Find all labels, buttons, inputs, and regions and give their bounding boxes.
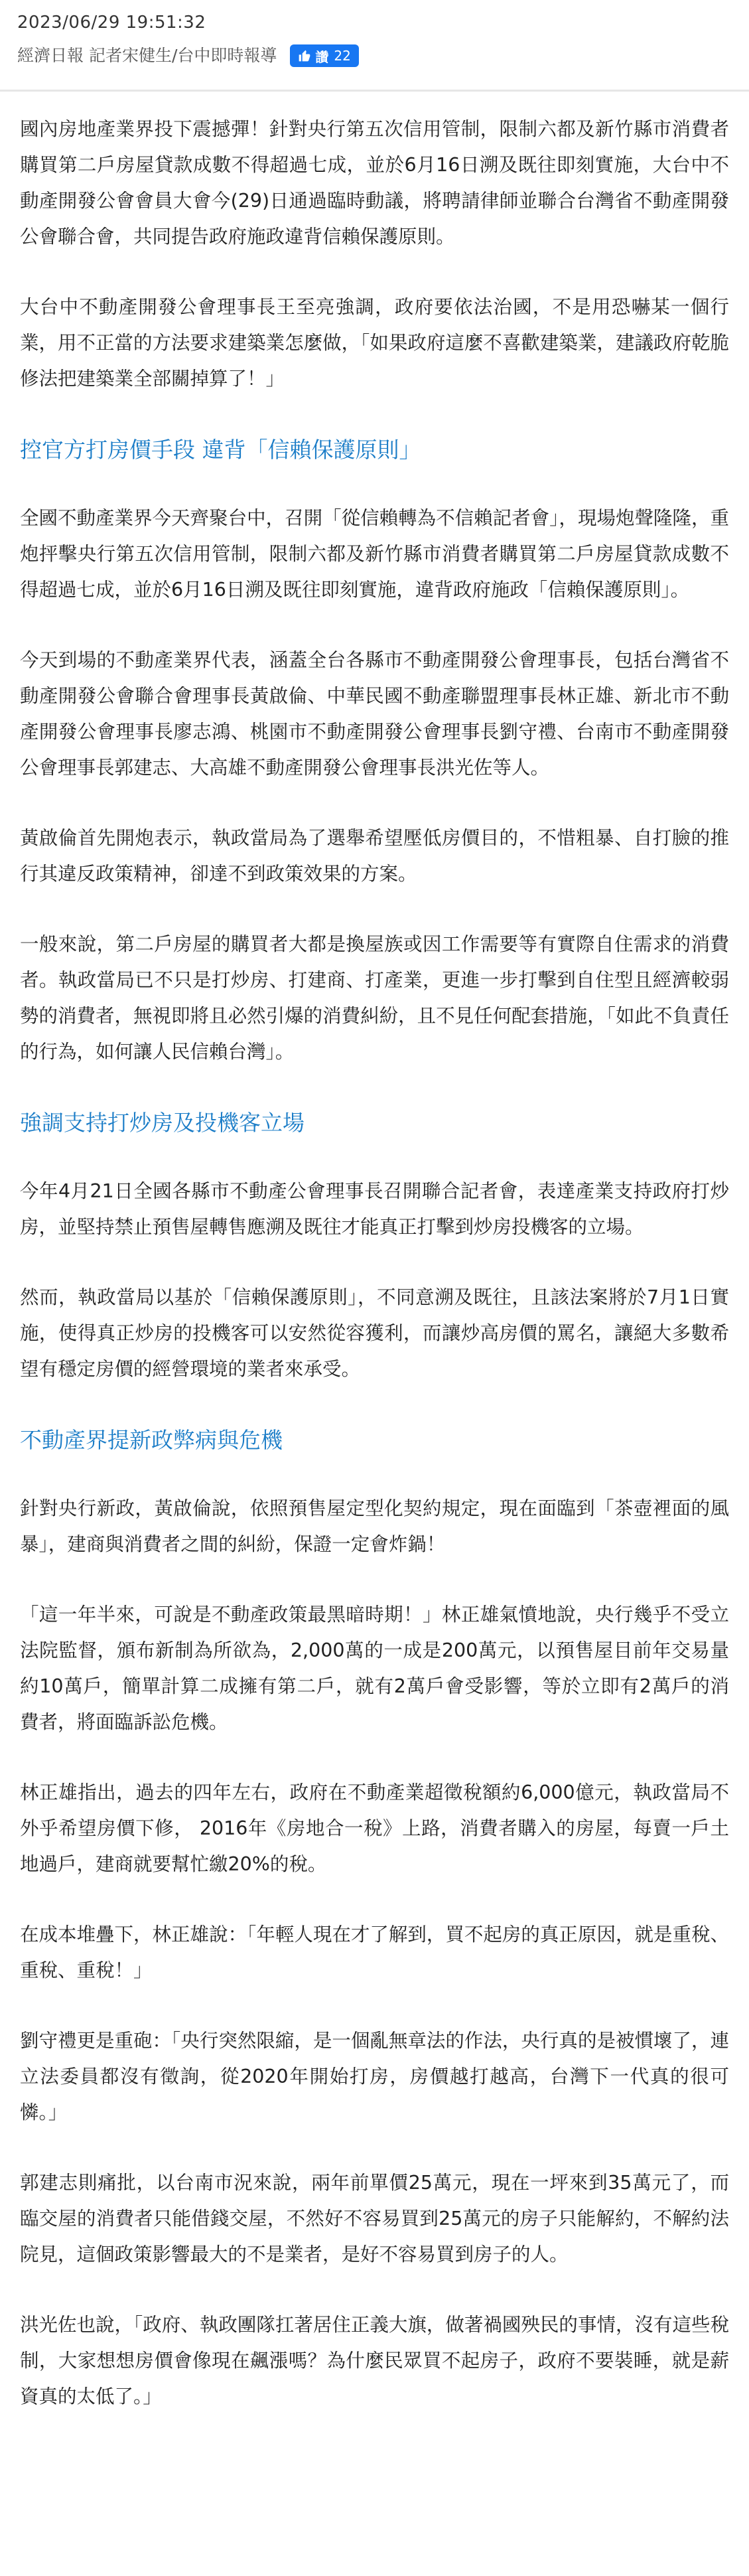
byline: 經濟日報 記者宋健生/台中即時報導 bbox=[17, 46, 277, 65]
article-paragraph: 一般來說，第二戶房屋的購買者大都是換屋族或因工作需要等有實際自住需求的消費者。執政當局已不只是打炒房、打建商、打產業，更進一步打擊到自住型且經濟較弱勢的消費者，無視即將且必然引爆的消費糾紛，且不見任何配套措施，「如此不負責任的行為，如何讓人民信賴台灣」。 bbox=[20, 933, 729, 1063]
section-heading: 不動產界提新政弊病與危機 bbox=[20, 1427, 283, 1453]
byline-row bbox=[17, 42, 734, 69]
section-heading: 控官方打房價手段 違背「信賴保護原則」 bbox=[20, 437, 421, 463]
article-paragraph: 劉守禮更是重砲：「央行突然限縮，是一個亂無章法的作法，央行真的是被慣壞了，連立法委員都沒有徵詢，從2020年開始打房，房價越打越高，台灣下一代真的很可憐。」 bbox=[20, 2030, 729, 2123]
article-paragraph: 「這一年半來，可說是不動產政策最黑暗時期！」林正雄氣憤地說，央行幾乎不受立法院監督，頒布新制為所欲為，2,000萬的一成是200萬元，以預售屋目前年交易量約10萬戶，簡單計算二成擁有第二戶，就有2萬戶會受影響，等於立即有2萬戶的消費者，將面臨訴訟危機。 bbox=[20, 1604, 729, 1733]
thumbs-up-icon bbox=[298, 49, 311, 62]
article-paragraph: 林正雄指出，過去的四年左右，政府在不動產業超徵稅額約6,000億元，執政當局不外乎希望房價下修， 2016年《房地合一稅》上路，消費者購入的房屋，每賣一戶土地過戶，建商就要幫忙繳20%的稅。 bbox=[20, 1781, 729, 1875]
like-count: 22 bbox=[334, 48, 351, 64]
article-paragraph: 針對央行新政，黃啟倫說，依照預售屋定型化契約規定，現在面臨到「茶壺裡面的風暴」，建商與消費者之間的糾紛，保證一定會炸鍋！ bbox=[20, 1497, 729, 1555]
header-divider bbox=[0, 90, 749, 92]
article-paragraph: 國內房地產業界投下震撼彈！針對央行第五次信用管制，限制六都及新竹縣市消費者購買第二戶房屋貸款成數不得超過七成，並於6月16日溯及既往即刻實施，大台中不動產開發公會會員大會今(29)日通過臨時動議，將聘請律師並聯合台灣省不動產開發公會聯合會，共同提告政府施政違背信賴保護原則。 bbox=[20, 118, 729, 248]
article-paragraph: 今年4月21日全國各縣市不動產公會理事長召開聯合記者會，表達產業支持政府打炒房，並堅持禁止預售屋轉售應溯及既往才能真正打擊到炒房投機客的立場。 bbox=[20, 1180, 729, 1238]
article-paragraph: 洪光佐也說，「政府、執政團隊扛著居住正義大旗，做著禍國殃民的事情，沒有這些稅制，大家想想房價會像現在飆漲嗎？為什麼民眾買不起房子，政府不要裝睡，就是薪資真的太低了。」 bbox=[20, 2314, 729, 2407]
section-heading: 強調支持打炒房及投機客立場 bbox=[20, 1110, 305, 1136]
article-paragraph: 然而，執政當局以基於「信賴保護原則」，不同意溯及既往，且該法案將於7月1日實施，使得真正炒房的投機客可以安然從容獲利，而讓炒高房價的罵名，讓絕大多數希望有穩定房價的經營環境的業者來承受。 bbox=[20, 1286, 729, 1380]
article-paragraph: 今天到場的不動產業界代表，涵蓋全台各縣市不動產開發公會理事長，包括台灣省不動產開發公會聯合會理事長黃啟倫、中華民國不動產聯盟理事長林正雄、新北市不動產開發公會理事長廖志鴻、桃園市不動產開發公會理事長劉守禮、台南市不動產開發公會理事長郭建志、大高雄不動產開發公會理事長洪光佐等人。 bbox=[20, 649, 729, 779]
article-body bbox=[20, 112, 729, 2449]
article-paragraph: 郭建志則痛批，以台南市況來說，兩年前單價25萬元，現在一坪來到35萬元了，而臨交屋的消費者只能借錢交屋，不然好不容易買到25萬元的房子只能解約，不解約法院見，這個政策影響最大的不是業者，是好不容易買到房子的人。 bbox=[20, 2172, 729, 2265]
article-meta bbox=[17, 9, 734, 69]
article-paragraph: 在成本堆疊下，林正雄說：「年輕人現在才了解到，買不起房的真正原因，就是重稅、重稅、重稅！」 bbox=[20, 1924, 729, 1981]
article-paragraph: 大台中不動產開發公會理事長王至亮強調，政府要依法治國，不是用恐嚇某一個行業，用不正當的方法要求建築業怎麼做，「如果政府這麼不喜歡建築業，建議政府乾脆修法把建築業全部關掉算了！」 bbox=[20, 296, 729, 390]
publish-date: 2023/06/29 19:51:32 bbox=[17, 13, 206, 33]
like-label: 讚 bbox=[315, 48, 329, 65]
article-paragraph: 黃啟倫首先開炮表示，執政當局為了選舉希望壓低房價目的，不惜粗暴、自打臉的推行其違反政策精神，卻達不到政策效果的方案。 bbox=[20, 827, 729, 885]
facebook-like-button[interactable] bbox=[290, 44, 358, 67]
article-paragraph: 全國不動產業界今天齊聚台中，召開「從信賴轉為不信賴記者會」，現場炮聲隆隆，重炮抨擊央行第五次信用管制，限制六都及新竹縣市消費者購買第二戶房屋貸款成數不得超過七成，並於6月16日溯及既往即刻實施，違背政府施政「信賴保護原則」。 bbox=[20, 507, 729, 601]
